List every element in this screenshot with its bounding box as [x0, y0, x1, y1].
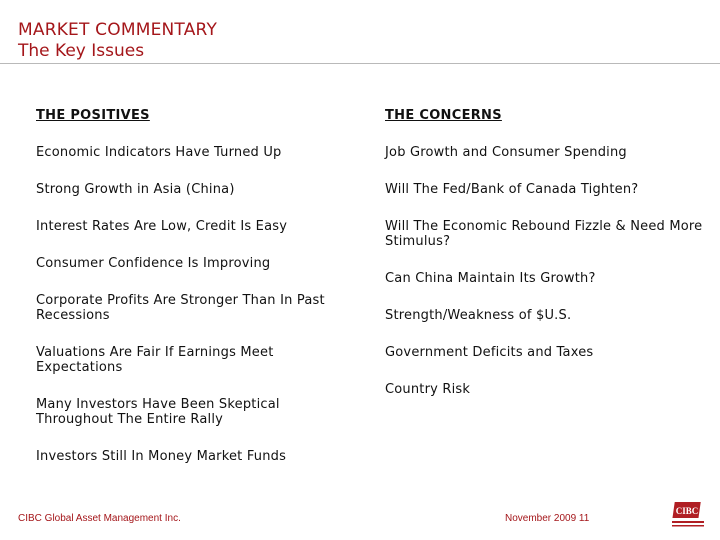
concern-item: Can China Maintain Its Growth?	[385, 271, 596, 286]
footer-organization: CIBC Global Asset Management Inc.	[18, 513, 181, 524]
svg-text:CIBC: CIBC	[675, 506, 699, 516]
positives-heading: THE POSITIVES	[36, 108, 150, 123]
concern-item: Will The Fed/Bank of Canada Tighten?	[385, 182, 639, 197]
concern-item: Country Risk	[385, 382, 471, 397]
concerns-heading: THE CONCERNS	[385, 108, 502, 123]
positive-item: Consumer Confidence Is Improving	[36, 256, 271, 271]
concern-item: Government Deficits and Taxes	[385, 345, 594, 360]
positive-item: Investors Still In Money Market Funds	[36, 449, 287, 464]
title-block	[18, 20, 217, 62]
positive-item: Valuations Are Fair If Earnings Meet Expectations	[36, 345, 274, 375]
concern-item: Job Growth and Consumer Spending	[385, 145, 627, 160]
page-title: MARKET COMMENTARY	[18, 20, 218, 40]
positive-item: Strong Growth in Asia (China)	[36, 182, 235, 197]
positive-item: Corporate Profits Are Stronger Than In Past Recessions	[36, 293, 325, 323]
cibc-logo-icon	[672, 500, 704, 530]
concern-item: Strength/Weakness of $U.S.	[385, 308, 572, 323]
positive-item: Economic Indicators Have Turned Up	[36, 145, 282, 160]
positive-item: Many Investors Have Been Skeptical Throughout The Entire Rally	[36, 397, 280, 427]
concern-item: Will The Economic Rebound Fizzle & Need More Stimulus?	[385, 219, 703, 249]
footer-date-page: November 2009 11	[505, 513, 590, 524]
page-subtitle: The Key Issues	[18, 41, 145, 61]
positive-item: Interest Rates Are Low, Credit Is Easy	[36, 219, 288, 234]
title-divider	[0, 63, 720, 64]
